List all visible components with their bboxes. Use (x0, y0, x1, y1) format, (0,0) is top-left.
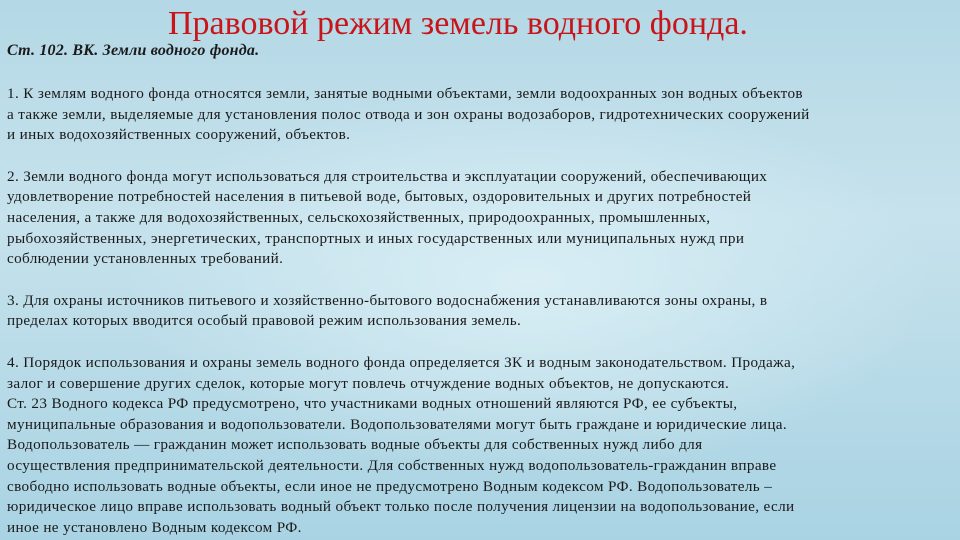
paragraph-line: Водопользователь — гражданин может использовать водные объекты для собственных нужд либо для (7, 436, 703, 454)
paragraph-1 (7, 84, 956, 146)
paragraph-line: 4. Порядок использования и охраны земель водного фонда определяется ЗК и водным законодательством. Продажа, (7, 353, 796, 371)
paragraph-line: осуществления предпринимательской деятельности. Для собственных нужд водопользователь-гражданин вправе (7, 456, 777, 474)
paragraph-line: залог и совершение других сделок, которые могут повлечь отчуждение водных объектов, не допускаются. (7, 374, 730, 392)
paragraph-line: населения, а также для водохозяйственных, сельскохозяйственных, природоохранных, промышленных, (7, 208, 711, 226)
paragraph-line: рыбохозяйственных, энергетических, транспортных и иных государственных или муниципальных нужд при (7, 229, 745, 247)
paragraph-line: и иных водохозяйственных сооружений, объектов. (7, 126, 351, 144)
paragraph-2 (7, 167, 956, 270)
paragraph-line: свободно использовать водные объекты, если иное не предусмотрено Водным кодексом РФ. Водопользователь – (7, 477, 773, 495)
paragraph-line: Ст. 23 Водного кодекса РФ предусмотрено, что участниками водных отношений являются РФ, ее субъекты, (7, 395, 738, 413)
paragraph-line: иное не установлено Водным кодексом РФ. (7, 518, 302, 536)
paragraph-line: соблюдении установленных требований. (7, 250, 284, 268)
paragraph-line: 1. К землям водного фонда относятся земли, занятые водными объектами, земли водоохранных зон водных объектов (7, 85, 803, 102)
paragraph-line: удовлетворение потребностей населения в питьевой воде, бытовых, оздоровительных и других потребностей (7, 188, 752, 206)
paragraph-line: юридическое лицо вправе использовать водный объект только после получения лицензии на водопользование, если (7, 498, 795, 516)
paragraph-line: 2. Земли водного фонда могут использоваться для строительства и эксплуатации сооружений, обеспечивающих (7, 167, 768, 185)
paragraph-line: а также земли, выделяемые для установления полос отвода и зон охраны водозаборов, гидротехнических сооружений (7, 105, 810, 123)
paragraph-3 (7, 291, 956, 332)
paragraph-4 (7, 353, 956, 538)
article-subtitle: Ст. 102. ВК. Земли водного фонда. (7, 42, 260, 59)
paragraph-line: пределах которых вводится особый правовой режим использования земель. (7, 312, 522, 330)
slide-body (7, 84, 956, 538)
paragraph-line: муниципальные образования и водопользователи. Водопользователями могут быть граждане и юридические лица. (7, 415, 788, 433)
paragraph-line: 3. Для охраны источников питьевого и хозяйственно-бытового водоснабжения устанавливаются зоны охраны, в (7, 291, 768, 309)
slide-title: Правовой режим земель водного фонда. (168, 5, 748, 42)
